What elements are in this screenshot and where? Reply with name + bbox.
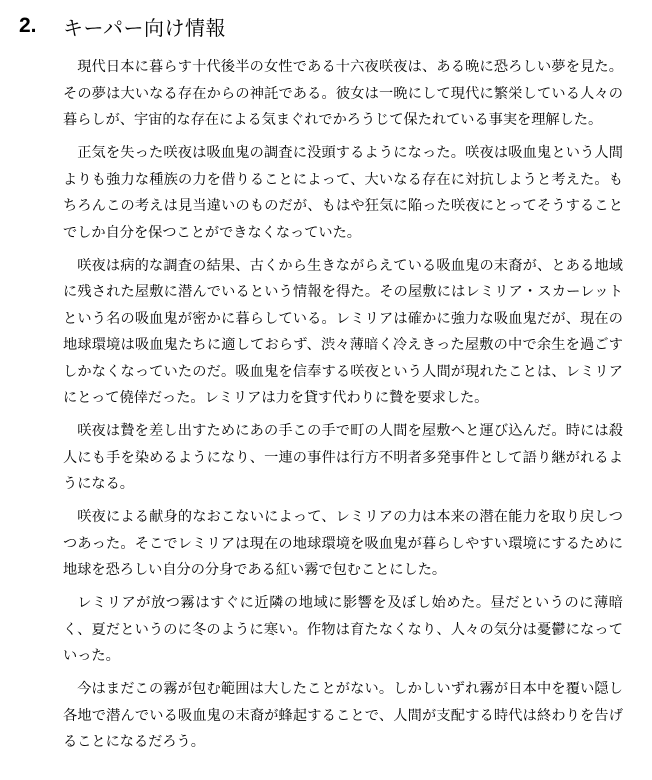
section-heading [19, 10, 226, 42]
body-text [63, 54, 623, 762]
paragraph-4: 咲夜は贄を差し出すためにあの手この手で町の人間を屋敷へと運び込んだ。時には殺人にも手を染めるようになり、一連の事件は行方不明者多発事件として語り継がれるようになる。 [63, 423, 623, 492]
section-number: 2. [19, 14, 37, 37]
paragraph-3: 咲夜は病的な調査の結果、古くから生きながらえている吸血鬼の末裔が、とある地域に残された屋敷に潜んでいるという情報を得た。その屋敷にはレミリア・スカーレットという名の吸血鬼が密かに暮らしている。レミリアは確かに強力な吸血鬼だが、現在の地球環境は吸血鬼たちに適しておらず、渋々薄暗く冷えきった屋敷の中で余生を過ごすしかなくなっていたのだ。吸血鬼を信奉する咲夜という人間が現れたことは、レミリアにとって僥倖だった。レミリアは力を貸す代わりに贄を要求した。 [63, 257, 623, 406]
section-title: キーパー向け情報 [63, 15, 226, 40]
paragraph-7: 今はまだこの霧が包む範囲は大したことがない。しかしいずれ霧が日本中を覆い隠し各地で潜んでいる吸血鬼の末裔が蜂起することで、人間が支配する時代は終わりを告げることになるだろう。 [63, 681, 623, 750]
paragraph-5: 咲夜による献身的なおこないによって、レミリアの力は本来の潜在能力を取り戻しつつあった。そこでレミリアは現在の地球環境を吸血鬼が暮らしやすい環境にするために地球を恐ろしい自分の分身である紅い霧で包むことにした。 [63, 509, 623, 578]
paragraph-6: レミリアが放つ霧はすぐに近隣の地域に影響を及ぼし始めた。昼だというのに薄暗く、夏だというのに冬のように寒い。作物は育たなくなり、人々の気分は憂鬱になっていった。 [63, 595, 623, 664]
paragraph-2: 正気を失った咲夜は吸血鬼の調査に没頭するようになった。咲夜は吸血鬼という人間よりも強力な種族の力を借りることによって、大いなる存在に対抗しようと考えた。もちろんこの考えは見当違いのものだが、もはや狂気に陥った咲夜にとってそうすることでしか自分を保つことができなくなっていた。 [63, 145, 623, 241]
paragraph-1: 現代日本に暮らす十代後半の女性である十六夜咲夜は、ある晩に恐ろしい夢を見た。その夢は大いなる存在からの神託である。彼女は一晩にして現代に繁栄している人々の暮らしが、宇宙的な存在による気まぐれでかろうじて保たれている事実を理解した。 [63, 59, 623, 128]
